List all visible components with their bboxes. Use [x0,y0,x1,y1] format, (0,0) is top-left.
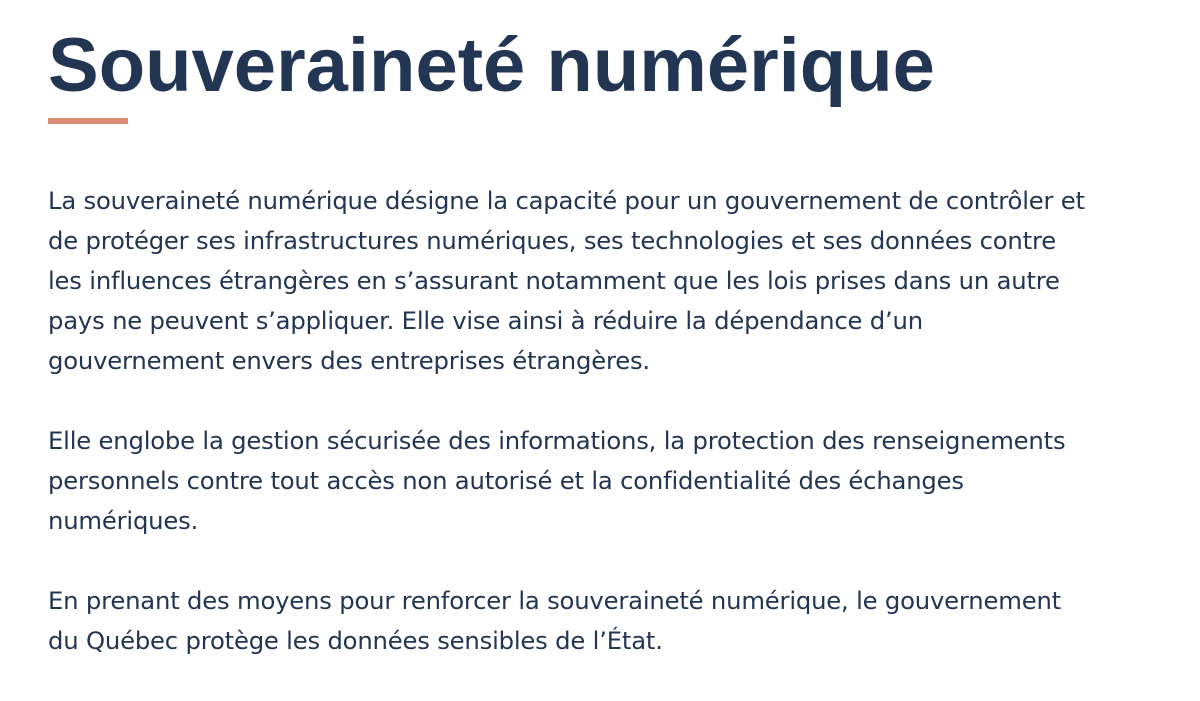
text-line: Elle englobe la gestion sécurisée des informations, la protection des renseignements [48,426,1066,455]
text-line: du Québec protège les données sensibles de l’État. [48,626,663,655]
text-line: pays ne peuvent s’appliquer. Elle vise ainsi à réduire la dépendance d’un [48,306,923,335]
body-text [48,181,1148,661]
text-line: les influences étrangères en s’assurant notamment que les lois prises dans un autre [48,266,1060,295]
text-line: personnels contre tout accès non autorisé et la confidentialité des échanges [48,466,964,495]
text-line: de protéger ses infrastructures numériques, ses technologies et ses données contre [48,226,1056,255]
paragraph-definition [48,181,1148,381]
text-line: La souveraineté numérique désigne la capacité pour un gouvernement de contrôler et [48,186,1085,215]
text-line: numériques. [48,506,199,535]
text-line: En prenant des moyens pour renforcer la souveraineté numérique, le gouvernement [48,586,1061,615]
text-line: gouvernement envers des entreprises étrangères. [48,346,650,375]
paragraph-quebec [48,581,1148,661]
title-underline-accent [48,118,128,124]
paragraph-scope [48,421,1148,541]
page-title: Souveraineté numérique [48,23,935,108]
